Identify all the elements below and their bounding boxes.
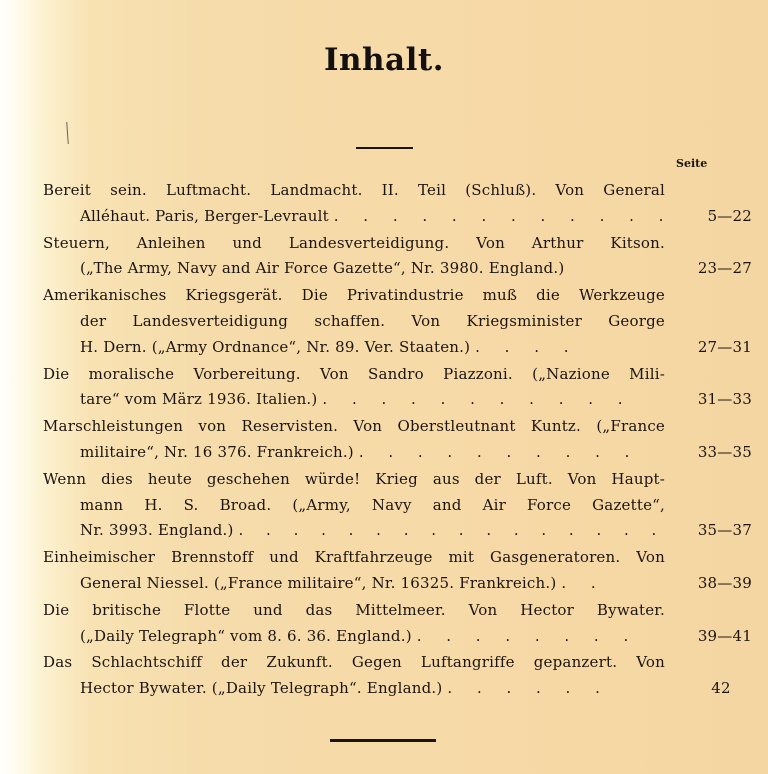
table-of-contents	[0, 178, 768, 703]
page-range: 23—27	[697, 259, 752, 278]
page-title: Inhalt.	[323, 42, 445, 78]
entry-text: Bereit sein. Luftmacht. Landmacht. II. Teil (Schluß). Von General	[43, 181, 665, 199]
toc-entry[interactable]	[0, 650, 768, 702]
entry-text: der Landesverteidigung schaffen. Von Kriegsminister George	[80, 311, 665, 330]
toc-entry-line	[0, 493, 768, 519]
entry-text: Die moralische Vorbereitung. Von Sandro Piazzoni. („Nazione Mili-	[43, 364, 665, 383]
entry-text: Marschleistungen von Reservisten. Von Oberstleutnant Kuntz. („France	[43, 417, 665, 436]
entry-text: H. Dern. („Army Ordnance“, Nr. 89. Ver. Staaten.)	[80, 337, 471, 356]
toc-entry-line	[0, 362, 768, 388]
toc-entry-line	[0, 676, 768, 702]
dot-leader: . . . . . . . . . . . . . . . .	[238, 521, 666, 540]
title-divider	[356, 147, 413, 149]
toc-entry-line	[0, 571, 768, 597]
toc-entry-line	[0, 387, 768, 413]
toc-entry-line	[0, 440, 768, 466]
dot-leader: . . . . . . . . . .	[358, 442, 640, 461]
dot-leader: . . . . . . . .	[416, 626, 639, 645]
entry-text: tare“ vom März 1936. Italien.)	[80, 390, 318, 409]
toc-entry[interactable]	[0, 362, 768, 414]
toc-entry[interactable]	[0, 283, 768, 360]
page-range: 39—41	[697, 626, 752, 645]
toc-entry-line	[0, 204, 768, 230]
page-range: 42	[711, 679, 731, 698]
entry-text: Wenn dies heute geschehen würde! Krieg aus der Luft. Von Haupt-	[43, 469, 665, 488]
dot-leader: . . . . . . . . . . .	[322, 390, 633, 409]
entry-text: General Niessel. („France militaire“, Nr. 16325. Frankreich.)	[80, 573, 557, 592]
toc-entry[interactable]	[0, 467, 768, 544]
page-range: 27—31	[697, 337, 752, 356]
entry-text: Nr. 3993. England.)	[80, 521, 234, 540]
entry-text: Die britische Flotte und das Mittelmeer. Von Hector Bywater.	[43, 600, 665, 619]
toc-entry-line	[0, 283, 768, 309]
closing-divider	[330, 739, 436, 742]
toc-entry-line	[0, 256, 768, 282]
toc-entry-line	[0, 335, 768, 361]
dot-leader: . . . . . .	[447, 679, 610, 698]
entry-text: („Daily Telegraph“ vom 8. 6. 36. England.)	[80, 626, 412, 645]
toc-entry-line	[0, 178, 768, 204]
toc-entry[interactable]	[0, 414, 768, 466]
entry-text: Das Schlachtschiff der Zukunft. Gegen Luftangriffe gepanzert. Von	[43, 653, 665, 672]
toc-entry[interactable]	[0, 231, 768, 283]
page-range: 5—22	[707, 206, 752, 225]
toc-entry-line	[0, 231, 768, 257]
toc-entry[interactable]	[0, 598, 768, 650]
toc-entry-line	[0, 467, 768, 493]
dot-leader: . . . .	[475, 337, 579, 356]
toc-entry-line	[0, 650, 768, 676]
toc-entry[interactable]	[0, 178, 768, 230]
dot-leader: . . . . . . . . . . . .	[333, 206, 674, 225]
page-range: 31—33	[697, 390, 752, 409]
toc-entry-line	[0, 598, 768, 624]
entry-text: Hector Bywater. („Daily Telegraph“. England.)	[80, 679, 443, 698]
toc-entry-line	[0, 309, 768, 335]
entry-text: Steuern, Anleihen und Landesverteidigung. Von Arthur Kitson.	[43, 233, 665, 252]
page-range: 33—35	[697, 442, 752, 461]
entry-text: Alléhaut. Paris, Berger-Levrault	[80, 206, 329, 225]
entry-text: Amerikanisches Kriegsgerät. Die Privatindustrie muß die Werkzeuge	[43, 286, 665, 305]
entry-text: militaire“, Nr. 16 376. Frankreich.)	[80, 442, 354, 461]
margin-pencil-mark	[66, 122, 69, 144]
toc-entry[interactable]	[0, 545, 768, 597]
entry-text: mann H. S. Broad. („Army, Navy and Air Force Gazette“,	[80, 495, 665, 514]
toc-entry-line	[0, 545, 768, 571]
dot-leader: . .	[561, 573, 606, 592]
entry-text: Einheimischer Brennstoff und Kraftfahrzeuge mit Gasgeneratoren. Von	[43, 548, 665, 567]
page-range: 35—37	[697, 521, 752, 540]
toc-entry-line	[0, 624, 768, 650]
entry-text: („The Army, Navy and Air Force Gazette“, Nr. 3980. England.)	[80, 259, 565, 278]
toc-entry-line	[0, 414, 768, 440]
toc-entry-line	[0, 518, 768, 544]
page-column-header: Seite	[676, 157, 708, 170]
page-range: 38—39	[697, 573, 752, 592]
